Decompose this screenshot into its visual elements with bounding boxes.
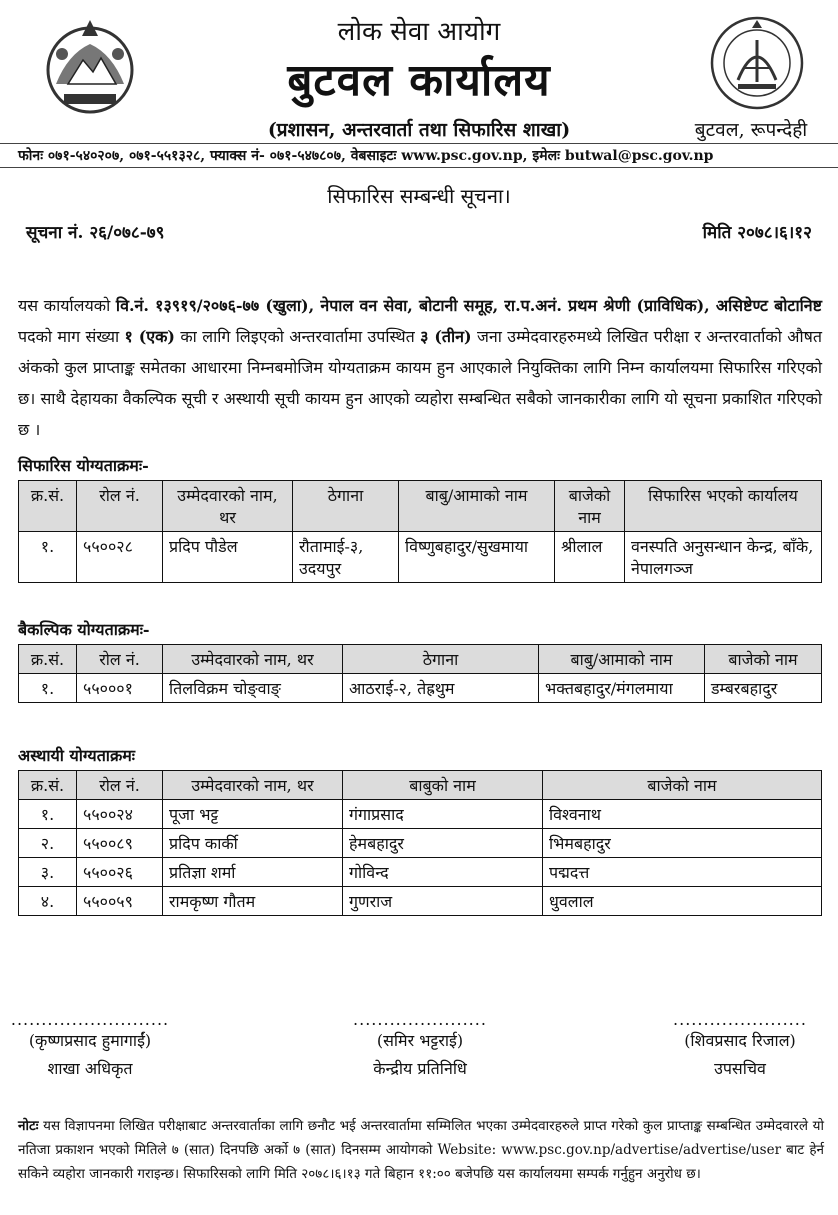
table-cell: ५५००२४ xyxy=(77,800,163,829)
table-cell: ५५००२६ xyxy=(77,858,163,887)
table-header-row xyxy=(19,771,822,800)
table-header-row xyxy=(19,645,822,674)
table-header-row xyxy=(19,481,822,532)
office-name: बुटवल कार्यालय xyxy=(287,55,551,106)
body-text-3: का लागि लिइएको अन्तरवार्तामा उपस्थित xyxy=(175,327,421,346)
table-cell: १. xyxy=(19,800,77,829)
signature-line: ...................... xyxy=(673,1010,807,1029)
temporary-title: अस्थायी योग्यताक्रमः xyxy=(18,746,136,765)
table-cell: डम्बरबहादुर xyxy=(705,674,822,703)
table-cell: रामकृष्ण गौतम xyxy=(163,887,343,916)
table-cell: पूजा भट्ट xyxy=(163,800,343,829)
header-cell: क्र.सं. xyxy=(19,481,77,532)
table-cell: प्रदिप पौडेल xyxy=(163,532,293,583)
contact-info: फोनः ०७१-५४०२०७, ०७१-५५१३२८, फ्याक्स नं- ०७१-५४७८०७, वेबसाइटः www.psc.gov.np, इमेलः butwal@psc.gov.np xyxy=(18,148,714,164)
header-rule-top xyxy=(0,143,838,144)
header-cell: रोल नं. xyxy=(77,645,163,674)
header-cell: उम्मेदवारको नाम, थर xyxy=(163,771,343,800)
table-cell: विश्वनाथ xyxy=(543,800,822,829)
table-cell: भक्तबहादुर/मंगलमाया xyxy=(539,674,705,703)
body-text-1: यस कार्यालयको xyxy=(18,296,116,315)
body-bold-2: १ (एक) xyxy=(124,327,175,346)
table-cell: भिमबहादुर xyxy=(543,829,822,858)
body-bold-3: ३ (तीन) xyxy=(420,327,472,346)
signatory-name: (कृष्णप्रसाद हुमागाईं) xyxy=(28,1031,152,1050)
notice-title: सिफारिस सम्बन्धी सूचना। xyxy=(327,184,511,208)
footnote xyxy=(18,1114,824,1186)
notice-number: सूचना नं. २६/०७८-७९ xyxy=(26,223,165,243)
table-cell: ५५०००१ xyxy=(77,674,163,703)
table-cell: ५५००८९ xyxy=(77,829,163,858)
table-cell: ५५००२८ xyxy=(77,532,163,583)
footnote-text: यस विज्ञापनमा लिखित परीक्षाबाट अन्तरवार्ताका लागि छनौट भई अन्तरवार्तामा सम्मिलित भएका उम्मेदवारहरुले प्राप्त गरेको कुल प्राप्ताङ्क सम्बन्धित उम्मेदवारले यो नतिजा प्रकाशन भएको मितिले ७ (सात) दिनपछि अर्को ७ (सात) दिनसम्म आयोगको Website: www.psc.gov.np/advertise/advertise/user बाट हेर्न सकिने व्यहोरा जानकारी गराइन्छ। सिफारिसको लागि मिति २०७८।६।१३ गते बिहान ११:०० बजेपछि यस कार्यालयमा सम्पर्क गर्नुहुन अनुरोध छ। xyxy=(18,1118,824,1182)
table-row xyxy=(19,674,822,703)
table-cell: रौतामाई-३, उदयपुर xyxy=(293,532,399,583)
branch-name: (प्रशासन, अन्तरवार्ता तथा सिफारिस शाखा) xyxy=(267,119,571,141)
header-cell: ठेगाना xyxy=(343,645,539,674)
table-cell: धुवलाल xyxy=(543,887,822,916)
header-cell: बाजेको नाम xyxy=(705,645,822,674)
table-cell: तिलविक्रम चोङ्वाङ् xyxy=(163,674,343,703)
signatory-role: उपसचिव xyxy=(714,1059,766,1078)
table-cell: गंगाप्रसाद xyxy=(343,800,543,829)
office-location: बुटवल, रूपन्देही xyxy=(694,119,808,141)
alternate-table xyxy=(18,644,822,703)
signatory-name: (समिर भट्टराई) xyxy=(376,1031,464,1050)
header-cell: बाबु/आमाको नाम xyxy=(539,645,705,674)
header-cell: ठेगाना xyxy=(293,481,399,532)
table-cell: आठराई-२, तेह्रथुम xyxy=(343,674,539,703)
header-cell: बाजेको नाम xyxy=(555,481,625,532)
header-cell: बाबु/आमाको नाम xyxy=(399,481,555,532)
table-cell: हेमबहादुर xyxy=(343,829,543,858)
table-cell: ४. xyxy=(19,887,77,916)
table-cell: २. xyxy=(19,829,77,858)
header-rule-bottom xyxy=(0,167,838,168)
table-cell: गुणराज xyxy=(343,887,543,916)
alternate-title: बैकल्पिक योग्यताक्रमः- xyxy=(18,620,150,639)
signature-line: ...................... xyxy=(353,1010,487,1029)
signatory-role: केन्द्रीय प्रतिनिधि xyxy=(373,1059,467,1078)
table-row xyxy=(19,800,822,829)
footnote-label: नोटः xyxy=(18,1118,39,1134)
table-cell: वनस्पति अनुसन्धान केन्द्र, बाँके, नेपालगञ्ज xyxy=(625,532,822,583)
header-cell: रोल नं. xyxy=(77,771,163,800)
notice-date: मिति २०७८।६।१२ xyxy=(702,223,812,243)
body-text-2: पदको माग संख्या xyxy=(18,327,125,346)
table-cell: प्रतिज्ञा शर्मा xyxy=(163,858,343,887)
table-cell: ३. xyxy=(19,858,77,887)
table-cell: प्रदिप कार्की xyxy=(163,829,343,858)
table-row xyxy=(19,887,822,916)
body-text-4: जना उम्मेदवारहरुमध्ये लिखित परीक्षा र अन्तरवार्ताको औषत अंकको कुल प्राप्ताङ्क समेतका आधारमा निम्नबमोजिम योग्यताक्रम कायम हुन आएकाले नियुक्तिका लागि निम्न कार्यालयमा सिफारिस गरिएको छ। साथै देहायका वैकल्पिक सूची र अस्थायी सूची कायम हुन आएको व्यहोरा सम्बन्धित सबैको जानकारीका लागि यो सूचना प्रकाशित गरिएको छ । xyxy=(18,327,822,439)
table-cell: विष्णुबहादुर/सुखमाया xyxy=(399,532,555,583)
signature-block-3 xyxy=(660,1010,820,1079)
signature-block-2 xyxy=(340,1010,500,1079)
table-cell: पद्मदत्त xyxy=(543,858,822,887)
table-cell: गोविन्द xyxy=(343,858,543,887)
temporary-table xyxy=(18,770,822,916)
header-cell: बाजेको नाम xyxy=(543,771,822,800)
header-cell: क्र.सं. xyxy=(19,645,77,674)
signature-block-1 xyxy=(10,1010,170,1079)
notice-body xyxy=(18,290,822,445)
table-cell: १. xyxy=(19,674,77,703)
org-name: लोक सेवा आयोग xyxy=(337,17,501,47)
signatory-role: शाखा अधिकृत xyxy=(47,1059,133,1078)
recommended-title: सिफारिस योग्यताक्रमः- xyxy=(18,456,149,475)
recommended-table xyxy=(18,480,822,583)
table-cell: ५५००५९ xyxy=(77,887,163,916)
table-row xyxy=(19,532,822,583)
table-row xyxy=(19,829,822,858)
header-cell: रोल नं. xyxy=(77,481,163,532)
header-cell: उम्मेदवारको नाम, थर xyxy=(163,645,343,674)
header-cell: क्र.सं. xyxy=(19,771,77,800)
table-cell: १. xyxy=(19,532,77,583)
table-cell: श्रीलाल xyxy=(555,532,625,583)
table-row xyxy=(19,858,822,887)
header-cell: बाबुको नाम xyxy=(343,771,543,800)
header-cell: सिफारिस भएको कार्यालय xyxy=(625,481,822,532)
header-cell: उम्मेदवारको नाम, थर xyxy=(163,481,293,532)
signature-line: .......................... xyxy=(10,1010,170,1029)
body-bold-1: वि.नं. १३९१९/२०७६-७७ (खुला), नेपाल वन सेवा, बोटानी समूह, रा.प.अनं. प्रथम श्रेणी (प्राविधिक), असिष्टेण्ट बोटानिष्ट xyxy=(115,296,822,315)
signatory-name: (शिवप्रसाद रिजाल) xyxy=(684,1031,796,1050)
